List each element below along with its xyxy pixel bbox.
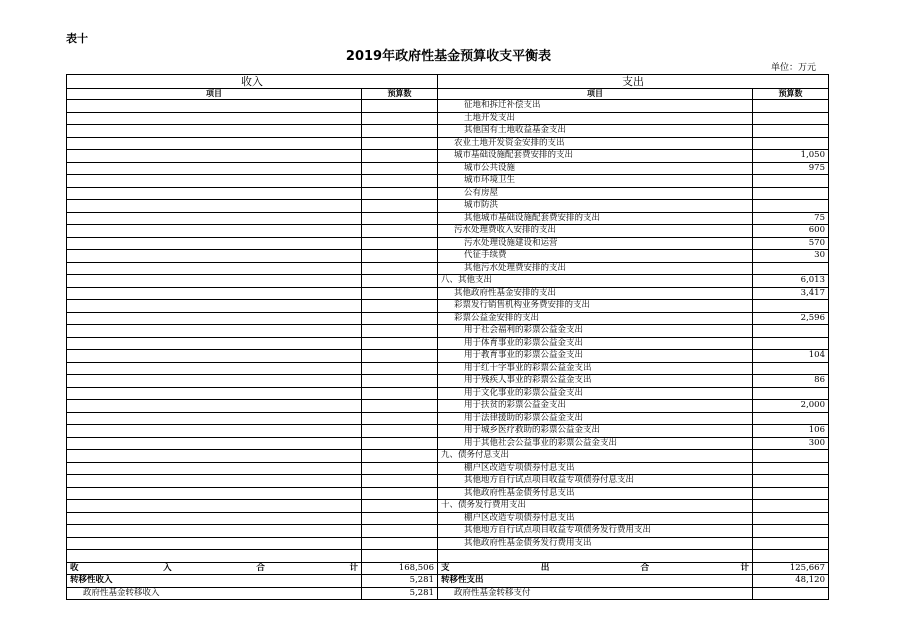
expense-amount-cell: [753, 200, 829, 213]
income-amount-cell: [362, 113, 438, 126]
income-item-cell: [67, 138, 362, 151]
expense-item-cell: 代征手续费: [438, 250, 753, 263]
expense-item-cell: 其他城市基础设施配套费安排的支出: [438, 213, 753, 226]
expense-total-label: 支 出 合 计: [438, 563, 753, 576]
expense-amount-cell: [753, 538, 829, 551]
income-amount-cell: [362, 100, 438, 113]
income-item-cell: [67, 450, 362, 463]
expense-item-cell: 城市环境卫生: [438, 175, 753, 188]
income-section-header: 收入: [67, 75, 438, 89]
expense-amount-cell: [753, 475, 829, 488]
income-item-cell: [67, 125, 362, 138]
expense-item-cell: 征地和拆迁补偿支出: [438, 100, 753, 113]
expense-item-cell: 污水处理费收入安排的支出: [438, 225, 753, 238]
income-item-cell: [67, 275, 362, 288]
income-item-cell: [67, 463, 362, 476]
income-item-cell: [67, 325, 362, 338]
income-item-cell: [67, 300, 362, 313]
expense-amount-cell: [753, 325, 829, 338]
income-item-cell: [67, 338, 362, 351]
expense-amount-cell: 30: [753, 250, 829, 263]
income-amount-cell: [362, 338, 438, 351]
income-amount-cell: [362, 200, 438, 213]
income-amount-cell: [362, 513, 438, 526]
expense-amount-cell: [753, 388, 829, 401]
income-item-cell: [67, 175, 362, 188]
expense-amount-cell: [753, 125, 829, 138]
expense-item-cell: 棚户区改造专项债券付息支出: [438, 463, 753, 476]
income-amount-cell: [362, 188, 438, 201]
income-item-cell: [67, 313, 362, 326]
income-item-cell: [67, 375, 362, 388]
income-amount-cell: [362, 175, 438, 188]
income-amount-cell: [362, 413, 438, 426]
income-total-label: 收 入 合 计: [67, 563, 362, 576]
page-title: 2019年政府性基金预算收支平衡表: [345, 49, 552, 64]
expense-amount-cell: [753, 488, 829, 501]
income-item-cell: [67, 263, 362, 276]
income-amount-cell: [362, 275, 438, 288]
income-item-cell: [67, 538, 362, 551]
expense-item-cell: 用于教育事业的彩票公益金支出: [438, 350, 753, 363]
income-amount-cell: [362, 500, 438, 513]
expense-item-cell: 用于法律援助的彩票公益金支出: [438, 413, 753, 426]
expense-item-cell: 用于文化事业的彩票公益金支出: [438, 388, 753, 401]
expense-item-cell: 其他地方自行试点项目收益专项债务发行费用支出: [438, 525, 753, 538]
expense-amount-cell: [753, 188, 829, 201]
expense-amount-cell: [753, 263, 829, 276]
income-item-cell: [67, 200, 362, 213]
expense-amount-cell: [753, 463, 829, 476]
expense-item-cell: 其他地方自行试点项目收益专项债券付息支出: [438, 475, 753, 488]
income-amount-cell: [362, 538, 438, 551]
income-item-cell: [67, 475, 362, 488]
expense-item-cell: 用于社会福利的彩票公益金支出: [438, 325, 753, 338]
expense-item-cell: 用于其他社会公益事业的彩票公益金支出: [438, 438, 753, 451]
income-amount-cell: [362, 325, 438, 338]
income-amount-cell: [362, 450, 438, 463]
expense-amount-cell: 300: [753, 438, 829, 451]
income-amount-cell: [362, 350, 438, 363]
income-total-amount: 168,506: [362, 563, 438, 576]
income-amount-cell: [362, 400, 438, 413]
income-amount-cell: [362, 425, 438, 438]
transfer-income-amount: 5,281: [362, 575, 438, 588]
expense-amount-cell: 75: [753, 213, 829, 226]
fund-transfer-income-amount: 5,281: [362, 588, 438, 601]
income-item-cell: [67, 250, 362, 263]
expense-amount-cell: [753, 450, 829, 463]
expense-item-cell: 彩票发行销售机构业务费安排的支出: [438, 300, 753, 313]
income-amount-cell: [362, 163, 438, 176]
table-number: 表十: [66, 32, 88, 45]
income-amount-cell: [362, 313, 438, 326]
expense-amount-cell: [753, 338, 829, 351]
fund-transfer-expense-amount: [753, 588, 829, 601]
expense-amount-cell: [753, 550, 829, 563]
expense-amount-cell: [753, 500, 829, 513]
expense-item-cell: 城市公共设施: [438, 163, 753, 176]
income-item-cell: [67, 363, 362, 376]
income-amount-column-header: 预算数: [362, 89, 438, 100]
expense-item-cell: 公有房屋: [438, 188, 753, 201]
expense-amount-cell: [753, 113, 829, 126]
income-amount-cell: [362, 550, 438, 563]
expense-item-cell: 用于体育事业的彩票公益金支出: [438, 338, 753, 351]
income-item-cell: [67, 163, 362, 176]
income-amount-cell: [362, 525, 438, 538]
expense-total-amount: 125,667: [753, 563, 829, 576]
expense-amount-cell: [753, 363, 829, 376]
income-item-cell: [67, 438, 362, 451]
expense-item-cell: 用于残疾人事业的彩票公益金支出: [438, 375, 753, 388]
expense-item-cell: 污水处理设施建设和运营: [438, 238, 753, 251]
income-amount-cell: [362, 488, 438, 501]
expense-item-cell: 农业土地开发资金安排的支出: [438, 138, 753, 151]
expense-item-cell: 彩票公益金安排的支出: [438, 313, 753, 326]
income-item-cell: [67, 188, 362, 201]
income-item-cell: [67, 500, 362, 513]
income-amount-cell: [362, 463, 438, 476]
income-item-cell: [67, 525, 362, 538]
income-item-cell: [67, 425, 362, 438]
income-amount-cell: [362, 363, 438, 376]
expense-section-header: 支出: [438, 75, 829, 89]
expense-item-cell: 土地开发支出: [438, 113, 753, 126]
income-amount-cell: [362, 225, 438, 238]
expense-amount-cell: 975: [753, 163, 829, 176]
fund-transfer-expense-label: 政府性基金转移支付: [438, 588, 753, 601]
income-item-cell: [67, 238, 362, 251]
income-item-cell: [67, 225, 362, 238]
income-item-cell: [67, 100, 362, 113]
expense-amount-cell: 106: [753, 425, 829, 438]
expense-item-cell: 八、其他支出: [438, 275, 753, 288]
expense-item-cell: [438, 550, 753, 563]
income-item-cell: [67, 388, 362, 401]
income-item-cell: [67, 350, 362, 363]
income-item-cell: [67, 513, 362, 526]
transfer-expense-label: 转移性支出: [438, 575, 753, 588]
expense-amount-cell: [753, 513, 829, 526]
income-item-column-header: 项目: [67, 89, 362, 100]
income-amount-cell: [362, 238, 438, 251]
unit-label: 单位：万元: [770, 63, 816, 73]
expense-amount-cell: 86: [753, 375, 829, 388]
expense-amount-cell: [753, 413, 829, 426]
budget-table: [66, 74, 829, 600]
income-item-cell: [67, 550, 362, 563]
income-amount-cell: [362, 263, 438, 276]
expense-amount-column-header: 预算数: [753, 89, 829, 100]
expense-amount-cell: [753, 138, 829, 151]
expense-amount-cell: 2,000: [753, 400, 829, 413]
income-amount-cell: [362, 438, 438, 451]
expense-amount-cell: 600: [753, 225, 829, 238]
expense-amount-cell: [753, 300, 829, 313]
expense-item-cell: 棚户区改造专项债券付息支出: [438, 513, 753, 526]
income-amount-cell: [362, 138, 438, 151]
expense-amount-cell: 104: [753, 350, 829, 363]
income-amount-cell: [362, 375, 438, 388]
expense-amount-cell: [753, 100, 829, 113]
expense-item-cell: 其他政府性基金债务发行费用支出: [438, 538, 753, 551]
transfer-income-label: 转移性收入: [67, 575, 362, 588]
expense-item-cell: 城市防洪: [438, 200, 753, 213]
income-item-cell: [67, 413, 362, 426]
expense-item-cell: 其他政府性基金安排的支出: [438, 288, 753, 301]
income-amount-cell: [362, 388, 438, 401]
expense-item-cell: 九、债务付息支出: [438, 450, 753, 463]
expense-amount-cell: 3,417: [753, 288, 829, 301]
income-amount-cell: [362, 300, 438, 313]
income-amount-cell: [362, 250, 438, 263]
income-amount-cell: [362, 213, 438, 226]
income-item-cell: [67, 213, 362, 226]
income-item-cell: [67, 400, 362, 413]
expense-item-cell: 其他国有土地收益基金支出: [438, 125, 753, 138]
expense-item-cell: 十、债务发行费用支出: [438, 500, 753, 513]
expense-item-cell: 用于红十字事业的彩票公益金支出: [438, 363, 753, 376]
expense-amount-cell: 570: [753, 238, 829, 251]
income-amount-cell: [362, 125, 438, 138]
income-item-cell: [67, 113, 362, 126]
income-item-cell: [67, 150, 362, 163]
income-amount-cell: [362, 475, 438, 488]
expense-amount-cell: [753, 525, 829, 538]
expense-item-cell: 用于城乡医疗救助的彩票公益金支出: [438, 425, 753, 438]
expense-item-cell: 其他政府性基金债务付息支出: [438, 488, 753, 501]
income-amount-cell: [362, 150, 438, 163]
expense-item-cell: 城市基础设施配套费安排的支出: [438, 150, 753, 163]
expense-amount-cell: 2,596: [753, 313, 829, 326]
income-item-cell: [67, 488, 362, 501]
expense-amount-cell: 6,013: [753, 275, 829, 288]
expense-amount-cell: 1,050: [753, 150, 829, 163]
income-item-cell: [67, 288, 362, 301]
income-amount-cell: [362, 288, 438, 301]
expense-item-cell: 用于扶贫的彩票公益金支出: [438, 400, 753, 413]
fund-transfer-income-label: 政府性基金转移收入: [67, 588, 362, 601]
expense-item-column-header: 项目: [438, 89, 753, 100]
transfer-expense-amount: 48,120: [753, 575, 829, 588]
expense-amount-cell: [753, 175, 829, 188]
expense-item-cell: 其他污水处理费安排的支出: [438, 263, 753, 276]
